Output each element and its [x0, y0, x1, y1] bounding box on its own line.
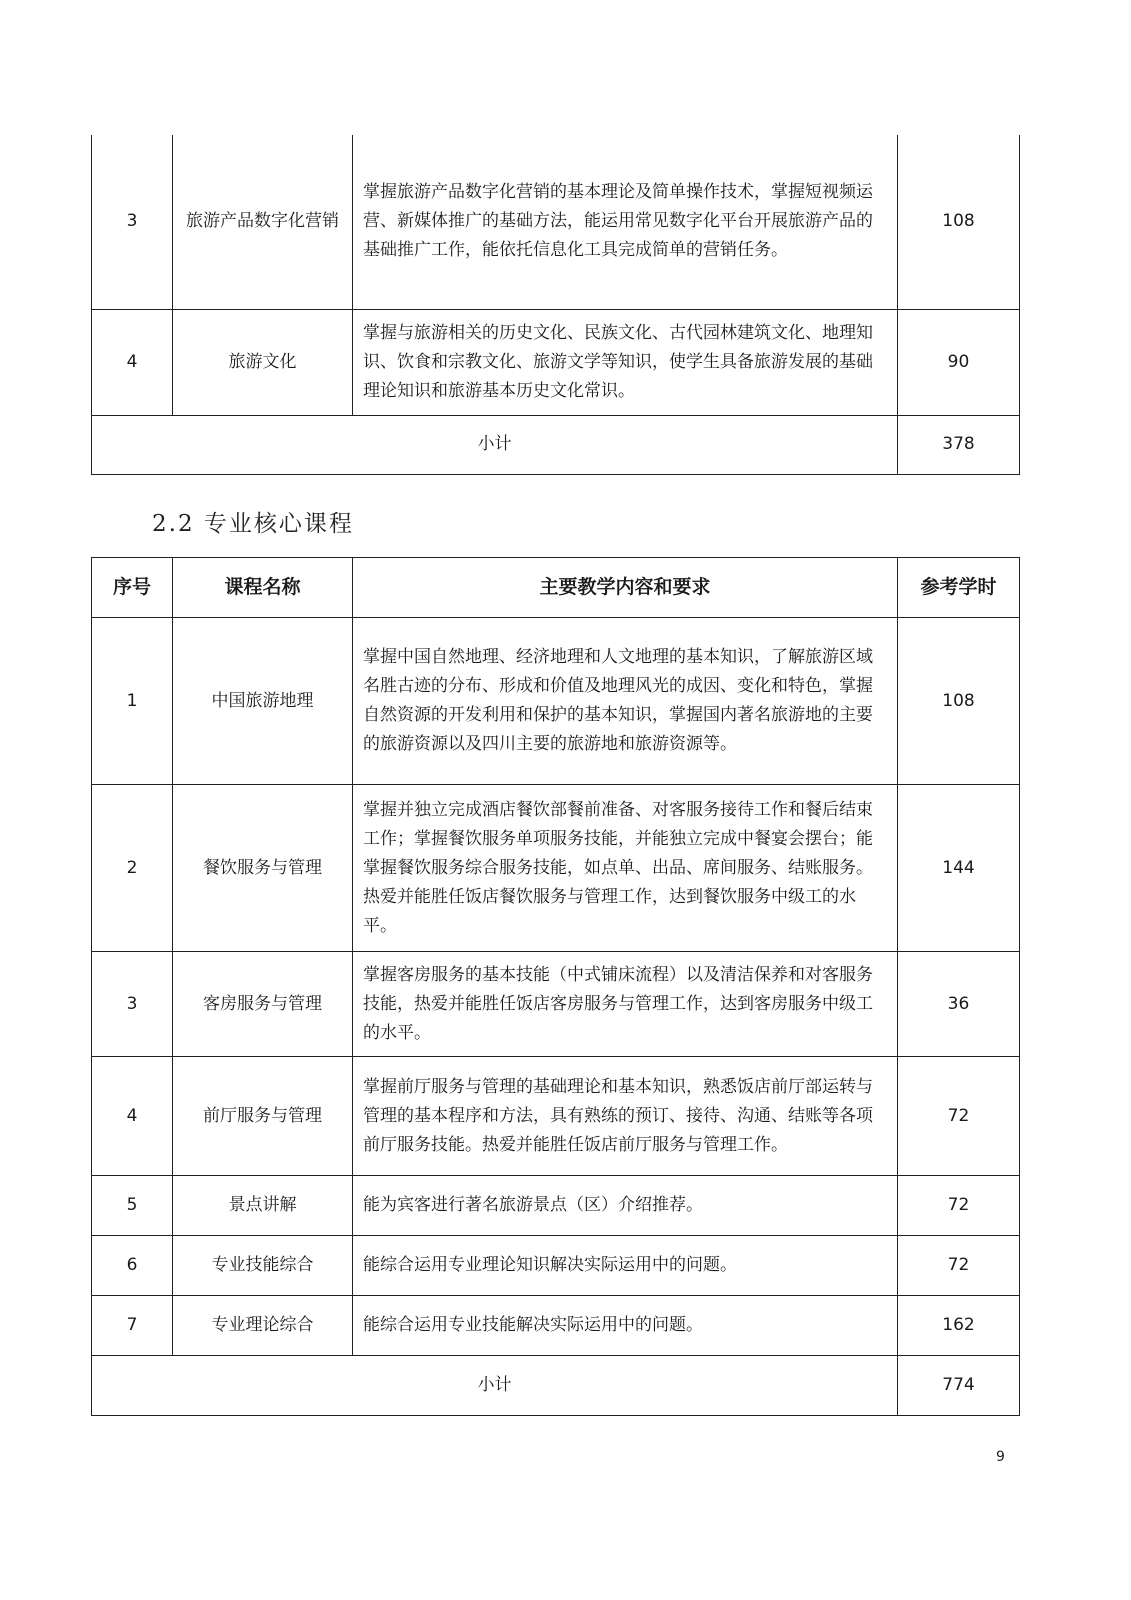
subtotal-value: 378: [898, 415, 1020, 474]
section-heading: 2.2 专业核心课程: [152, 511, 354, 537]
header-name: 课程名称: [173, 558, 353, 618]
course-hours: 72: [898, 1236, 1020, 1296]
header-no: 序号: [92, 558, 173, 618]
course-hours: 36: [898, 952, 1020, 1057]
course-name: 前厅服务与管理: [173, 1057, 353, 1176]
course-no: 3: [92, 952, 173, 1057]
course-name: 客房服务与管理: [173, 952, 353, 1057]
course-name: 专业理论综合: [173, 1296, 353, 1356]
subtotal-label: 小计: [92, 415, 898, 474]
course-name: 中国旅游地理: [173, 618, 353, 785]
course-name: 景点讲解: [173, 1176, 353, 1236]
course-content: 能综合运用专业技能解决实际运用中的问题。: [353, 1296, 898, 1356]
course-name: 餐饮服务与管理: [173, 785, 353, 952]
table-row: [92, 135, 1020, 309]
table-row: [92, 1296, 1020, 1356]
course-hours: 108: [898, 618, 1020, 785]
course-content: 能为宾客进行著名旅游景点（区）介绍推荐。: [353, 1176, 898, 1236]
table-header-row: [92, 558, 1020, 618]
course-name: 旅游文化: [173, 309, 353, 415]
subtotal-row: [92, 1356, 1020, 1416]
course-no: 4: [92, 309, 173, 415]
course-no: 2: [92, 785, 173, 952]
table-row: [92, 785, 1020, 952]
course-hours: 72: [898, 1176, 1020, 1236]
course-content: 掌握中国自然地理、经济地理和人文地理的基本知识，了解旅游区域名胜古迹的分布、形成和价值及地理风光的成因、变化和特色，掌握自然资源的开发利用和保护的基本知识，掌握国内著名旅游地的主要的旅游资源以及四川主要的旅游地和旅游资源等。: [353, 618, 898, 785]
course-content: 掌握旅游产品数字化营销的基本理论及简单操作技术，掌握短视频运营、新媒体推广的基础方法，能运用常见数字化平台开展旅游产品的基础推广工作，能依托信息化工具完成简单的营销任务。: [353, 135, 898, 309]
course-no: 5: [92, 1176, 173, 1236]
course-hours: 108: [898, 135, 1020, 309]
header-content: 主要教学内容和要求: [353, 558, 898, 618]
table-row: [92, 309, 1020, 415]
table-row: [92, 1057, 1020, 1176]
course-hours: 144: [898, 785, 1020, 952]
course-content: 掌握并独立完成酒店餐饮部餐前准备、对客服务接待工作和餐后结束工作；掌握餐饮服务单项服务技能，并能独立完成中餐宴会摆台；能掌握餐饮服务综合服务技能，如点单、出品、席间服务、结账服务。热爱并能胜任饭店餐饮服务与管理工作，达到餐饮服务中级工的水平。: [353, 785, 898, 952]
course-no: 4: [92, 1057, 173, 1176]
course-no: 7: [92, 1296, 173, 1356]
course-hours: 162: [898, 1296, 1020, 1356]
subtotal-value: 774: [898, 1356, 1020, 1416]
page-number: 9: [996, 1449, 1005, 1465]
course-hours: 90: [898, 309, 1020, 415]
course-hours: 72: [898, 1057, 1020, 1176]
table-row: [92, 1236, 1020, 1296]
course-content: 掌握前厅服务与管理的基础理论和基本知识，熟悉饭店前厅部运转与管理的基本程序和方法，具有熟练的预订、接待、沟通、结账等各项前厅服务技能。热爱并能胜任饭店前厅服务与管理工作。: [353, 1057, 898, 1176]
subtotal-row: [92, 415, 1020, 474]
course-name: 旅游产品数字化营销: [173, 135, 353, 309]
table-row: [92, 1176, 1020, 1236]
core-course-table: [91, 557, 1020, 1416]
header-hours: 参考学时: [898, 558, 1020, 618]
general-course-table-continued: [91, 135, 1020, 475]
subtotal-label: 小计: [92, 1356, 898, 1416]
table-row: [92, 618, 1020, 785]
course-no: 6: [92, 1236, 173, 1296]
table-row: [92, 952, 1020, 1057]
course-content: 掌握与旅游相关的历史文化、民族文化、古代园林建筑文化、地理知识、饮食和宗教文化、旅游文学等知识，使学生具备旅游发展的基础理论知识和旅游基本历史文化常识。: [353, 309, 898, 415]
course-no: 1: [92, 618, 173, 785]
course-content: 掌握客房服务的基本技能（中式铺床流程）以及清洁保养和对客服务技能，热爱并能胜任饭店客房服务与管理工作，达到客房服务中级工的水平。: [353, 952, 898, 1057]
course-name: 专业技能综合: [173, 1236, 353, 1296]
course-no: 3: [92, 135, 173, 309]
course-content: 能综合运用专业理论知识解决实际运用中的问题。: [353, 1236, 898, 1296]
